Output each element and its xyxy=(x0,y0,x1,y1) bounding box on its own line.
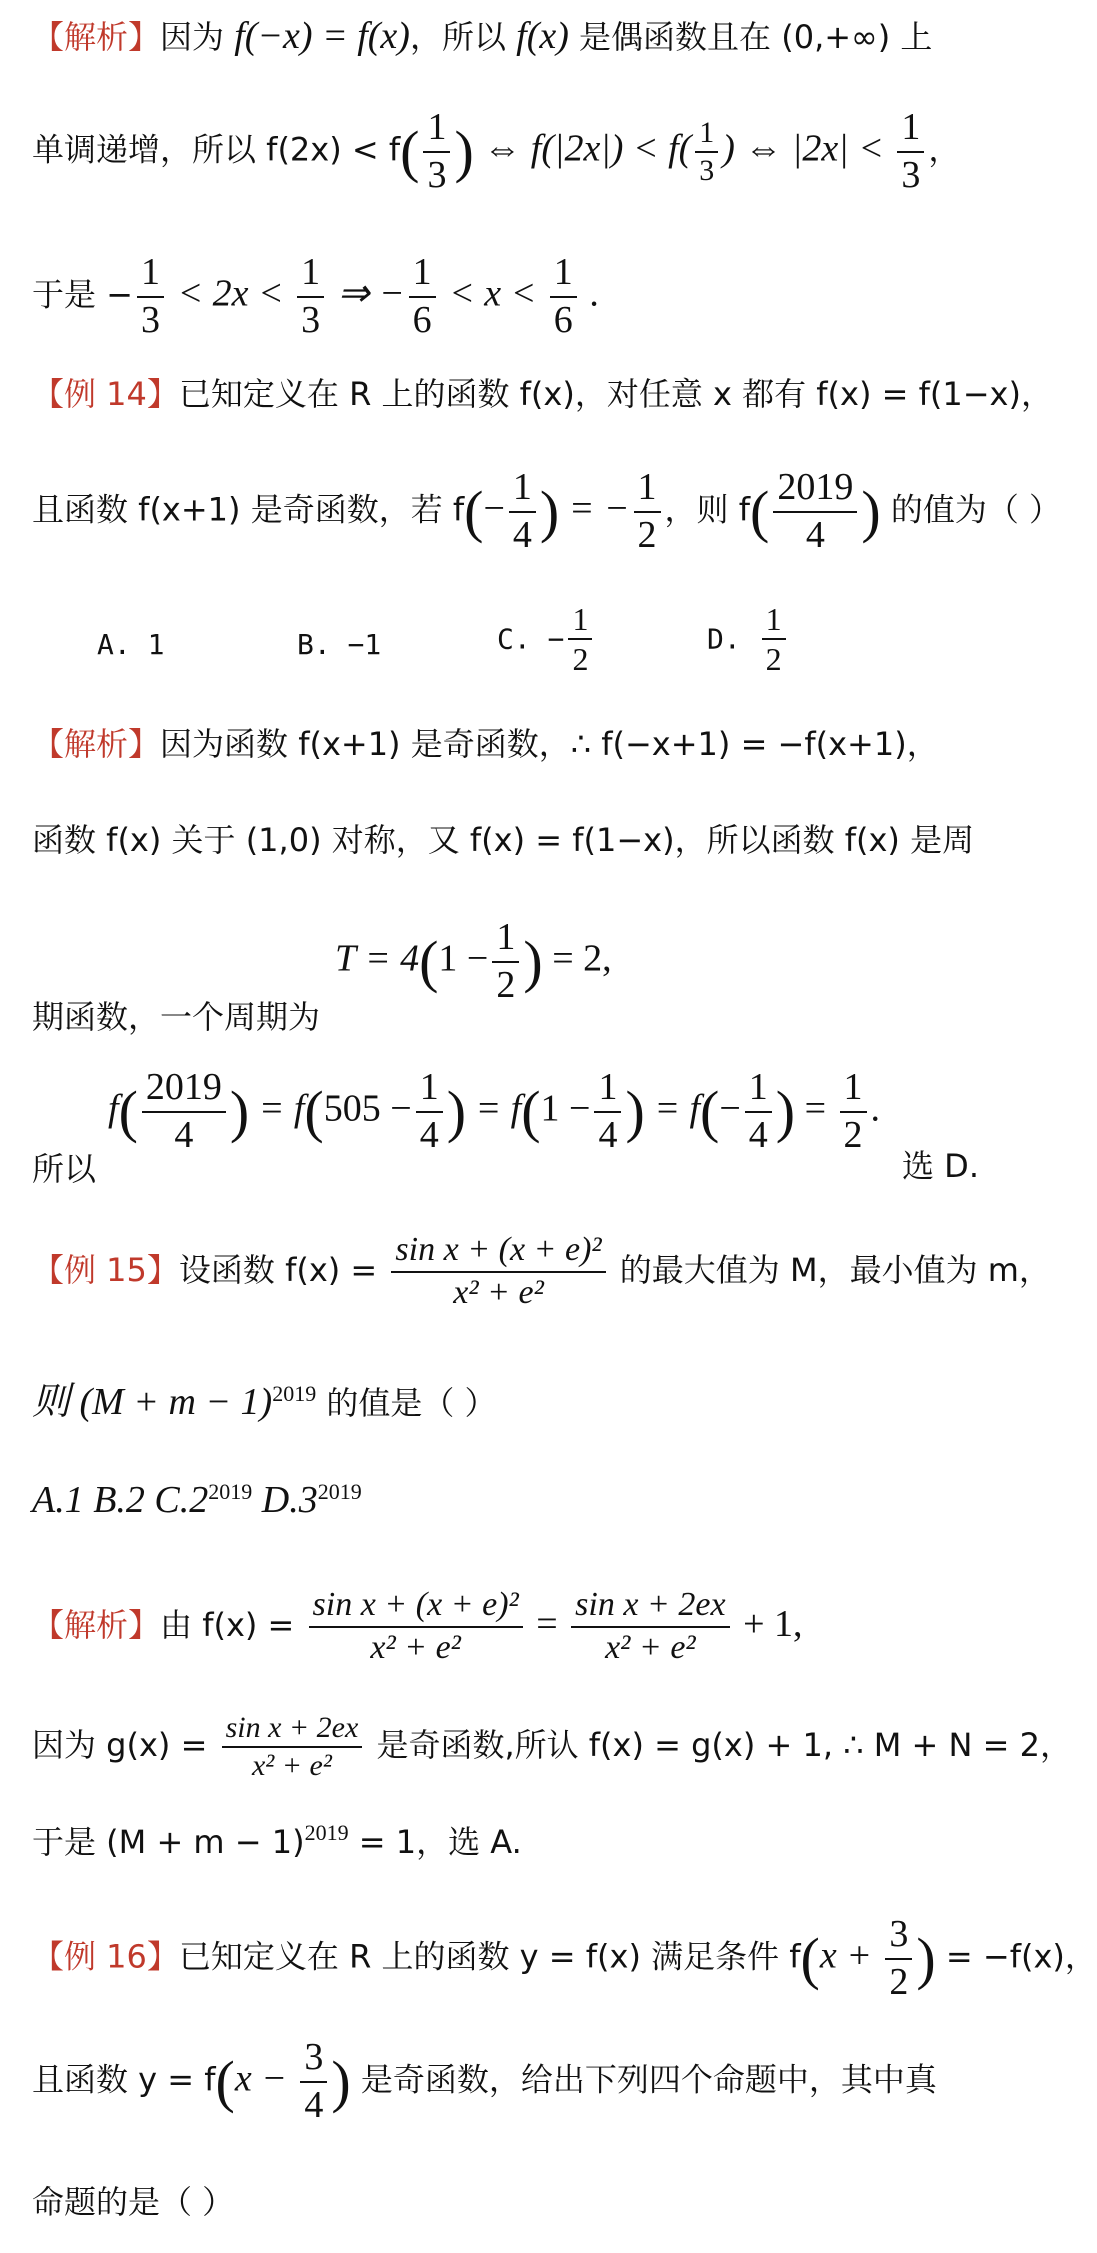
fraction: $\frac{\text{sin x + 2ex}}{\text{x² + e²}}$ xyxy=(222,1710,363,1784)
option-d: D. $\frac{1}{2}$ xyxy=(707,600,790,679)
line-3: 于是 − $\frac{1}{3}$ < 2x < $\frac{1}{3}$ ⇒ − $\frac{1}{6}$ < x < $\frac{1}{6}$ . xyxy=(32,250,1060,343)
text: 因为函数 f(x+1) 是奇函数，∴ f(−x+1) = −f(x+1)， xyxy=(160,725,939,763)
line-5: 且函数 f(x+1) 是奇函数，若 f(− $\frac{1}{4}$ ) = − $\frac{1}{2}$ ，则 f( $\frac{2019}{4}$ ) 的值为（ ） xyxy=(32,465,1060,558)
text: 已知定义在 R 上的函数 f(x)，对任意 x 都有 f(x) = f(1−x)， xyxy=(178,375,1053,413)
fraction: $\frac{1}{2}$ xyxy=(492,915,519,1008)
fraction: $\frac{3}{2}$ xyxy=(885,1912,912,2005)
line-14: 则 $(M + m - 1)^{2019}$ 的值是（ ） xyxy=(32,1381,497,1423)
line-2: 单调递增，所以 f(2x) < f( $\frac{1}{3}$ ) ⇔ f(|2x|) < f( $\frac{1}{3}$ ) ⇔ |2x| < $\frac{1}{3}$ ， xyxy=(32,105,1060,198)
fraction: $\frac{1}{2}$ xyxy=(634,465,661,558)
line-9: T = 4(1 − $\frac{1}{2}$ ) = 2, xyxy=(335,915,1060,1008)
fraction: $\frac{\text{sin x + 2ex}}{\text{x² + e²}}$ xyxy=(571,1585,729,1669)
text: ，所以 xyxy=(409,18,517,56)
formula: f(−x) = f(x) xyxy=(234,15,410,57)
fraction: $\frac{1}{4}$ xyxy=(416,1065,443,1158)
line-17: 因为 g(x) = $\frac{\text{sin x + 2ex}}{\text{x² + e²}}$ 是奇函数,所认 f(x) = g(x) + 1, ∴ M + N = 2， xyxy=(32,1711,1072,1782)
option-b: B. −1 xyxy=(297,628,382,661)
paren: ( xyxy=(400,118,420,184)
fraction: $\frac{1}{6}$ xyxy=(550,250,577,343)
fraction: $\frac{1}{3}$ xyxy=(695,115,718,189)
text: 于是 − xyxy=(32,275,133,314)
example-tag: 【例 14】 xyxy=(32,375,179,413)
text: 函数 f(x) 关于 (1,0) 对称，又 f(x) = f(1−x)，所以函数 f(x) 是周 xyxy=(32,821,975,859)
fraction: $\frac{1}{4}$ xyxy=(509,465,536,558)
fraction: $\frac{1}{2}$ xyxy=(840,1065,867,1158)
line-21: 命题的是（ ） xyxy=(32,2183,235,2221)
text: 是偶函数且在 (0,+∞) 上 xyxy=(568,18,933,56)
line-12: 所以 选 D. xyxy=(32,1147,979,1188)
example-tag: 【例 15】 xyxy=(32,1250,179,1289)
fraction: $\frac{1}{6}$ xyxy=(409,250,436,343)
fraction: $\frac{1}{4}$ xyxy=(745,1065,772,1158)
line-20: 且函数 y = f(x − $\frac{3}{4}$ ) 是奇函数，给出下列四个命题中，其中真 xyxy=(32,2035,1060,2128)
text: 且函数 f(x+1) 是奇函数，若 f xyxy=(32,490,465,529)
fraction: $\frac{\text{sin x + (x + e)²}}{\text{x² + e²}}$ xyxy=(309,1585,523,1669)
example-tag: 【例 16】 xyxy=(32,1937,179,1976)
fraction: $\frac{\text{sin x + (x + e)²}}{\text{x² + e²}}$ xyxy=(391,1230,605,1314)
line-11: f( $\frac{2019}{4}$ ) = f(505 − $\frac{1}{4}$ ) = f(1 − $\frac{1}{4}$ ) = f(− $\frac{1}{4}$ ) = $\frac{1}{2}$ . xyxy=(108,1065,1060,1158)
fraction: $\frac{1}{3}$ xyxy=(423,105,450,198)
fraction: $\frac{1}{3}$ xyxy=(297,250,324,343)
line-7 xyxy=(32,722,1060,765)
fraction: $\frac{1}{3}$ xyxy=(897,105,924,198)
line-16: 【解析】由 f(x) = $\frac{\text{sin x + (x + e)²}}{\text{x² + e²}}$ = $\frac{\text{sin x + 2ex}}{\text{x² + e²}}$ + 1, xyxy=(32,1585,1060,1669)
line-10 xyxy=(32,995,1060,1038)
fraction: $\frac{2019}{4}$ xyxy=(142,1065,226,1158)
text: 期函数，一个周期为 xyxy=(32,998,321,1036)
option-c: C. − $\frac{1}{2}$ xyxy=(497,600,596,679)
line-1 xyxy=(32,14,1060,60)
line-15: A.1 B.2 $C.2^{2019}$ $D.3^{2019}$ xyxy=(32,1479,362,1521)
fraction: $\frac{2019}{4}$ xyxy=(773,465,857,558)
fraction: $\frac{3}{4}$ xyxy=(300,2035,327,2128)
formula: ⇔ f(|2x|) < f( xyxy=(473,127,692,170)
fraction: $\frac{1}{3}$ xyxy=(137,250,164,343)
line-13: 【例 15】设函数 f(x) = $\frac{\text{sin x + (x + e)²}}{\text{x² + e²}}$ 的最大值为 M，最小值为 m， xyxy=(32,1230,1060,1314)
line-4 xyxy=(32,372,1060,415)
formula: f(x) xyxy=(516,15,569,57)
text: 单调递增，所以 f(2x) < f xyxy=(32,130,401,169)
analysis-tag: 【解析】 xyxy=(32,725,161,763)
line-19: 【例 16】已知定义在 R 上的函数 y = f(x) 满足条件 f(x + $\frac{3}{2}$ ) = −f(x)， xyxy=(32,1912,1060,2005)
paren: ) xyxy=(454,118,474,184)
formula: ) ⇔ |2x| < xyxy=(722,127,894,170)
line-8 xyxy=(32,818,1060,861)
analysis-tag: 【解析】 xyxy=(32,1605,161,1644)
option-a: A. 1 xyxy=(97,628,165,661)
fraction: $\frac{1}{4}$ xyxy=(594,1065,621,1158)
analysis-tag: 【解析】 xyxy=(32,18,161,56)
line-18: 于是 $(M + m - 1)^{2019} = 1$，选 A. xyxy=(32,1820,522,1861)
text: 因为 xyxy=(160,18,235,56)
